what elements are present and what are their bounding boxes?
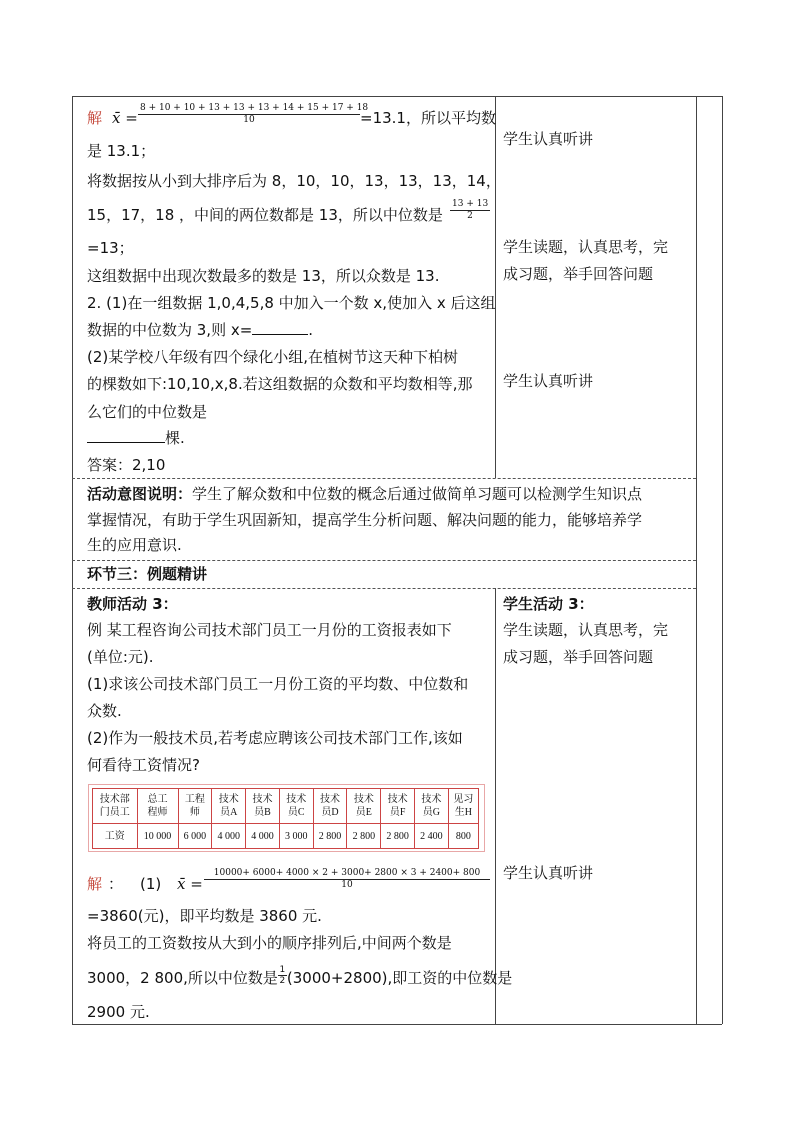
table-bottom-border: [72, 1024, 722, 1025]
example-line-6: 何看待工资情况?: [87, 756, 200, 774]
solution-3-line-3-a: 3000，2 800,所以中位数是: [87, 969, 278, 987]
student-activity-3-line-1: 学生读题，认真思考，完: [503, 621, 669, 639]
header-cell-4: 技术 员B: [246, 789, 280, 824]
header-cell-2: 工程 师: [178, 789, 212, 824]
half-fraction-numerator: 1: [279, 965, 286, 975]
student-activity-3-line-2: 成习题，举手回答问题: [503, 648, 654, 666]
value-cell: 4 000: [246, 824, 280, 849]
value-cell: 2 400: [415, 824, 449, 849]
example-line-2: (单位:元).: [87, 648, 154, 666]
header-cell-6: 技术 员D: [313, 789, 347, 824]
student-note-3: 学生认真听讲: [503, 372, 594, 390]
question-2-line-1: 2. (1)在一组数据 1,0,4,5,8 中加入一个数 x,使加入 x 后这组: [87, 294, 496, 312]
activity-intent-line-2: 掌握情况，有助于学生巩固新知，提高学生分析问题、解决问题的能力，能够培养学: [87, 511, 643, 529]
solution-3-line-2: 将员工的工资数按从大到小的顺序排列后,中间两个数是: [87, 934, 452, 952]
row-label-cell: 工资: [93, 824, 138, 849]
mean-fraction: [138, 103, 369, 126]
student-note-2a: 学生读题，认真思考，完: [503, 238, 669, 256]
table-top-border: [72, 96, 722, 97]
value-cell: 4 000: [212, 824, 246, 849]
wage-mean-fraction-numerator: 10000+ 6000+ 4000 × 2 + 3000+ 2800 × 3 + 2400+ 800: [204, 868, 490, 880]
header-cell-8: 技术 员F: [381, 789, 415, 824]
example-line-5: (2)作为一般技术员,若考虑应聘该公司技术部门工作,该如: [87, 729, 463, 747]
activity-intent-text-1: 学生了解众数和中位数的概念后通过做简单习题可以检测学生知识点: [192, 485, 643, 503]
solution-line-5: =13；: [87, 239, 134, 257]
table-inner-right-border: [696, 96, 697, 1024]
header-cell-3: 技术 员A: [212, 789, 246, 824]
student-note-2b: 成习题，举手回答问题: [503, 265, 654, 283]
solution-3-line-4: 2900 元.: [87, 1003, 150, 1021]
student-activity-3-title: 学生活动 3：: [503, 595, 594, 613]
solution-3-label: 解: [87, 875, 103, 893]
value-cell: 2 800: [347, 824, 381, 849]
solution-line-4: 15，17，18 ，中间的两位数都是 13，所以中位数是: [87, 206, 443, 224]
solution-3-line-1: =3860(元)，即平均数是 3860 元.: [87, 907, 322, 925]
value-cell: 2 800: [313, 824, 347, 849]
question-2-line-2-text: 数据的中位数为 3,则 x=: [87, 321, 253, 339]
mean-result-text: =13.1，所以平均数: [360, 109, 496, 127]
mean-fraction-numerator: 8 + 10 + 10 + 13 + 13 + 13 + 14 + 15 + 17 + 18: [140, 103, 369, 113]
example-line-4: 众数.: [87, 702, 122, 720]
example-line-1: 例 某工程咨询公司技术部门员工一月份的工资报表如下: [87, 621, 452, 639]
answer-blank-median: [87, 428, 165, 443]
student-note-1: 学生认真听讲: [503, 130, 594, 148]
header-cell-9: 技术 员G: [415, 789, 449, 824]
mean-fraction-denominator: 10: [243, 115, 255, 125]
value-cell: 10 000: [137, 824, 178, 849]
value-cell: 2 800: [381, 824, 415, 849]
wage-mean-fraction-denominator: 10: [341, 880, 353, 890]
value-cell: 6 000: [178, 824, 212, 849]
question-2-line-6: [87, 428, 185, 448]
question-2-line-4: 的棵数如下:10,10,x,8.若这组数据的众数和平均数相等,那: [87, 375, 473, 393]
question-2-line-6-text: 棵.: [165, 429, 185, 447]
activity-intent-label: 活动意图说明：: [87, 485, 193, 503]
mean-symbol: x̄ =: [112, 109, 138, 127]
solution-3-line-3: [87, 965, 513, 988]
solution-line-2: 是 13.1；: [87, 142, 156, 160]
half-fraction: [278, 965, 287, 988]
half-fraction-denominator: 2: [279, 976, 286, 986]
row-divider-2: [72, 560, 696, 561]
solution-3-line-3-b: (3000+2800),即工资的中位数是: [286, 969, 513, 987]
question-2-line-5: 么它们的中位数是: [87, 403, 208, 421]
solution-line-3: 将数据按从小到大排序后为 8，10，10，13，13，13，14，: [87, 172, 501, 190]
header-cell-0: 技术部 门员工: [93, 789, 138, 824]
answer-blank-x: [252, 320, 308, 335]
row-divider-3: [72, 588, 696, 589]
section-3-title: 环节三：例题精讲: [87, 565, 208, 583]
table-right-border: [722, 96, 723, 1024]
solution-line-6: 这组数据中出现次数最多的数是 13，所以众数是 13.: [87, 267, 440, 285]
solution-label: 解: [87, 109, 103, 127]
teacher-activity-3-title: 教师活动 3：: [87, 595, 178, 613]
column-divider-lower: [495, 588, 496, 1024]
header-cell-10: 见习 生H: [448, 789, 478, 824]
question-2-line-2: [87, 320, 313, 340]
wage-table-value-row: [93, 824, 479, 849]
answer-line: 答案：2,10: [87, 456, 166, 474]
wage-mean-fraction: [204, 868, 490, 891]
student-activity-3-line-3: 学生认真听讲: [503, 864, 594, 882]
median-fraction-denominator: 2: [467, 211, 473, 221]
activity-intent-line-1: [87, 484, 642, 504]
example-line-3: (1)求该公司技术部门员工一月份工资的平均数、中位数和: [87, 675, 469, 693]
question-2-line-3: (2)某学校八年级有四个绿化小组,在植树节这天种下柏树: [87, 348, 459, 366]
wage-table-header-row: [93, 789, 479, 824]
row-divider-1: [72, 478, 696, 479]
solution-3-part: (1): [140, 875, 162, 893]
median-fraction: [450, 199, 490, 222]
value-cell: 800: [448, 824, 478, 849]
question-2-line-2-end: .: [308, 321, 314, 339]
median-fraction-numerator: 13 + 13: [452, 199, 489, 209]
header-cell-1: 总工 程师: [137, 789, 178, 824]
column-divider-upper: [495, 96, 496, 478]
header-cell-5: 技术 员C: [279, 789, 313, 824]
wage-table: [92, 788, 479, 849]
solution-3-colon: ：: [108, 875, 124, 893]
header-cell-7: 技术 员E: [347, 789, 381, 824]
solution-3-mean-symbol: x̄ =: [177, 875, 203, 893]
activity-intent-line-3: 生的应用意识.: [87, 536, 182, 554]
value-cell: 3 000: [279, 824, 313, 849]
